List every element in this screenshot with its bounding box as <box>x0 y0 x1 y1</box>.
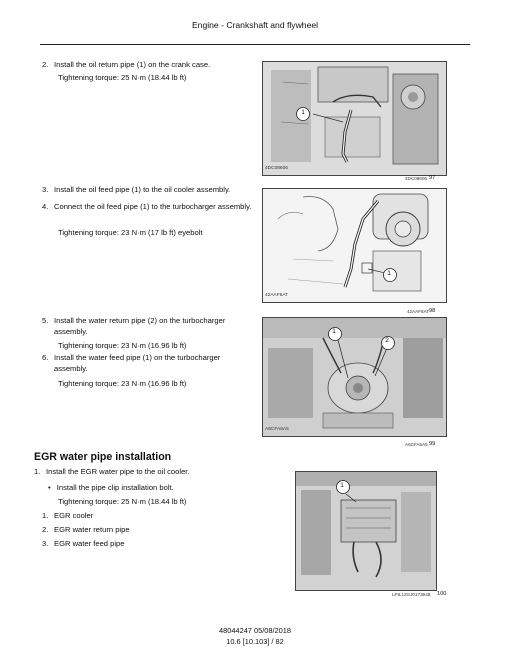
callout-1: 1 <box>332 328 336 335</box>
figure-number: 98 <box>429 308 436 314</box>
step-6 <box>42 353 257 377</box>
part-3 <box>42 539 242 551</box>
callout-1: 1 <box>340 482 344 489</box>
step-2 <box>42 60 257 72</box>
figure-label: A6CFA6A5 <box>265 427 289 432</box>
figure-label: 42AAF8AT <box>265 293 289 298</box>
figure-code: 4DC08606 <box>405 176 427 181</box>
torque-spec: Tightening torque: 23 N·m (16.96 lb ft) <box>58 341 187 350</box>
bullet-text: Install the pipe clip installation bolt. <box>56 483 174 492</box>
callout-2: 2 <box>385 337 389 344</box>
step-text: Connect the oil feed pipe (1) to the turbocharger assembly. <box>54 202 252 211</box>
torque-spec: Tightening torque: 23 N·m (16.96 lb ft) <box>58 379 187 388</box>
footer-doc-id: 48044247 05/08/2018 <box>219 626 291 635</box>
step-5 <box>42 316 257 340</box>
part-text: EGR water feed pipe <box>54 539 125 548</box>
header-rule <box>40 44 470 45</box>
figure-label: 4DC08606 <box>265 166 288 171</box>
footer-page-number: 10.6 [10.103] / 82 <box>226 637 284 646</box>
section-title: EGR water pipe installation <box>34 451 172 463</box>
callout-1: 1 <box>301 109 305 116</box>
part-number: 3. <box>42 539 49 548</box>
torque-spec: Tightening torque: 25 N·m (18.44 lb ft) <box>58 497 187 506</box>
step-number: 5. <box>42 316 49 325</box>
torque-spec: Tightening torque: 23 N·m (17 lb ft) eyebolt <box>58 228 203 237</box>
figure-number: 97 <box>429 175 436 181</box>
figure-97 <box>262 61 447 176</box>
part-number: 1. <box>42 511 49 520</box>
torque-spec: Tightening torque: 25 N·m (18.44 lb ft) <box>58 73 187 82</box>
figure-98 <box>262 188 447 303</box>
part-text: EGR water return pipe <box>54 525 130 534</box>
step-number: 6. <box>42 353 49 362</box>
section-step-1 <box>34 467 254 479</box>
bullet-icon: • <box>48 483 51 492</box>
step-number: 4. <box>42 202 49 211</box>
callout-1: 1 <box>387 270 391 277</box>
figure-number: 100 <box>437 591 447 597</box>
step-number: 2. <box>42 60 49 69</box>
step-number: 1. <box>34 467 41 476</box>
figure-code: LPIL12GJ0173648 <box>392 592 431 597</box>
part-text: EGR cooler <box>54 511 94 520</box>
step-4 <box>42 202 257 226</box>
page-header: Engine - Crankshaft and flywheel <box>191 20 319 30</box>
figure-code: 42AAF8AT <box>407 309 430 314</box>
step-number: 3. <box>42 185 49 194</box>
step-text: Install the EGR water pipe to the oil cooler. <box>46 467 190 476</box>
figure-code: A6CFA6A5 <box>405 442 428 447</box>
part-2 <box>42 525 242 537</box>
step-3 <box>42 185 257 197</box>
step-text: Install the oil feed pipe (1) to the oil cooler assembly. <box>54 185 231 194</box>
figure-100 <box>295 471 437 591</box>
step-text: Install the water feed pipe (1) on the turbocharger assembly. <box>54 353 221 373</box>
part-1 <box>42 511 242 523</box>
step-text: Install the water return pipe (2) on the turbocharger assembly. <box>54 316 226 336</box>
bullet-item <box>48 483 174 492</box>
figure-99 <box>262 317 447 437</box>
figure-number: 99 <box>429 441 436 447</box>
part-number: 2. <box>42 525 49 534</box>
step-text: Install the oil return pipe (1) on the crank case. <box>54 60 211 69</box>
